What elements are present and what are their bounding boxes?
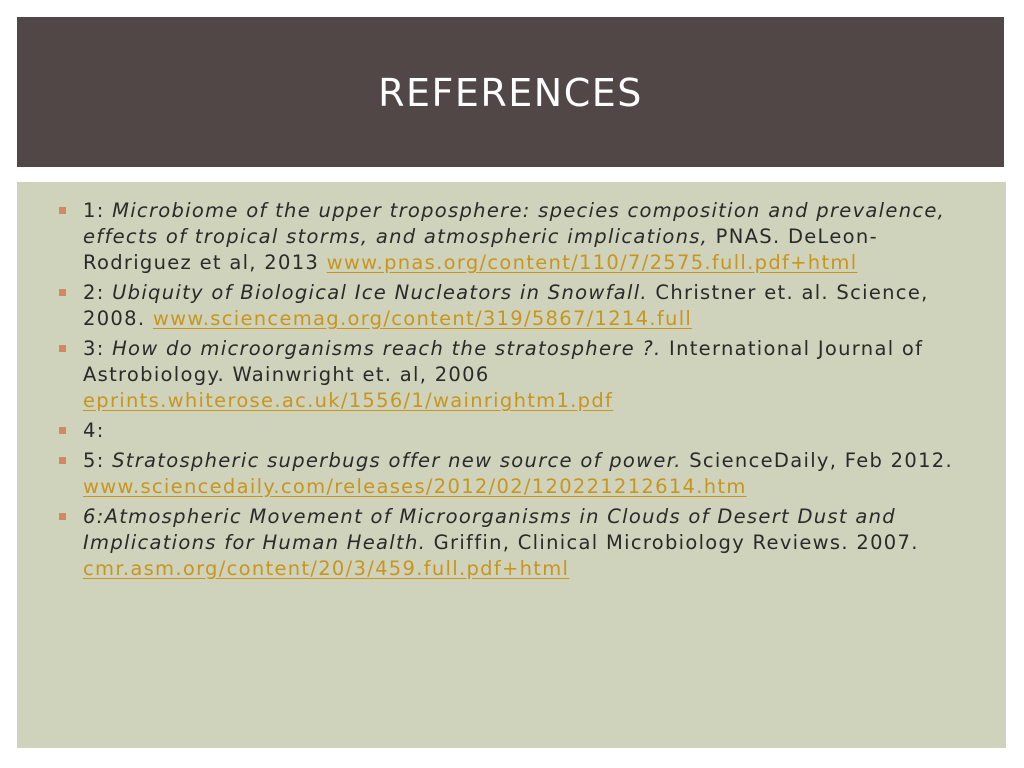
- reference-number: 1:: [83, 199, 113, 222]
- reference-item-1: [83, 198, 963, 276]
- slide-title: REFERENCES: [378, 71, 643, 115]
- square-bullet-icon: [59, 457, 66, 464]
- reference-title: Microbiome of the upper troposphere: species composition and prevalence, effects of tropical storms, and atmospheric implications,: [83, 199, 946, 248]
- square-bullet-icon: [59, 289, 66, 296]
- reference-link[interactable]: www.sciencemag.org/content/319/5867/1214.full: [152, 307, 693, 330]
- reference-item-4: [83, 418, 963, 444]
- reference-item-3: [83, 336, 963, 414]
- reference-list: [83, 198, 963, 586]
- reference-number: 2:: [83, 281, 113, 304]
- square-bullet-icon: [59, 345, 66, 352]
- reference-link[interactable]: www.sciencedaily.com/releases/2012/02/120221212614.htm: [83, 475, 747, 498]
- reference-link[interactable]: cmr.asm.org/content/20/3/459.full.pdf+html: [83, 557, 570, 580]
- title-bar: [17, 17, 1004, 167]
- reference-number: 5:: [83, 449, 113, 472]
- reference-title: Stratospheric superbugs offer new source of power.: [112, 449, 682, 472]
- reference-source: Christner et. al. Science, 2008.: [83, 281, 929, 330]
- reference-title: How do microorganisms reach the stratosphere ?.: [112, 337, 662, 360]
- reference-link[interactable]: eprints.whiterose.ac.uk/1556/1/wainrightm1.pdf: [83, 389, 614, 412]
- reference-item-2: [83, 280, 963, 332]
- reference-number: 4:: [83, 419, 105, 442]
- square-bullet-icon: [59, 207, 66, 214]
- content-panel: [17, 182, 1006, 748]
- square-bullet-icon: [59, 513, 66, 520]
- reference-source: Griffin, Clinical Microbiology Reviews. 2007.: [426, 531, 919, 554]
- reference-title: Ubiquity of Biological Ice Nucleators in Snowfall.: [112, 281, 648, 304]
- square-bullet-icon: [59, 427, 66, 434]
- reference-item-6: [83, 504, 963, 582]
- reference-source: PNAS. DeLeon-Rodriguez et al, 2013: [83, 225, 878, 274]
- reference-source: International Journal of Astrobiology. Wainwright et. al, 2006: [83, 337, 924, 386]
- reference-number: 3:: [83, 337, 113, 360]
- reference-source: ScienceDaily, Feb 2012.: [681, 449, 953, 472]
- reference-link[interactable]: www.pnas.org/content/110/7/2575.full.pdf+html: [326, 251, 858, 274]
- reference-item-5: [83, 448, 963, 500]
- reference-title: 6:Atmospheric Movement of Microorganisms in Clouds of Desert Dust and Implications for Human Health.: [83, 505, 896, 554]
